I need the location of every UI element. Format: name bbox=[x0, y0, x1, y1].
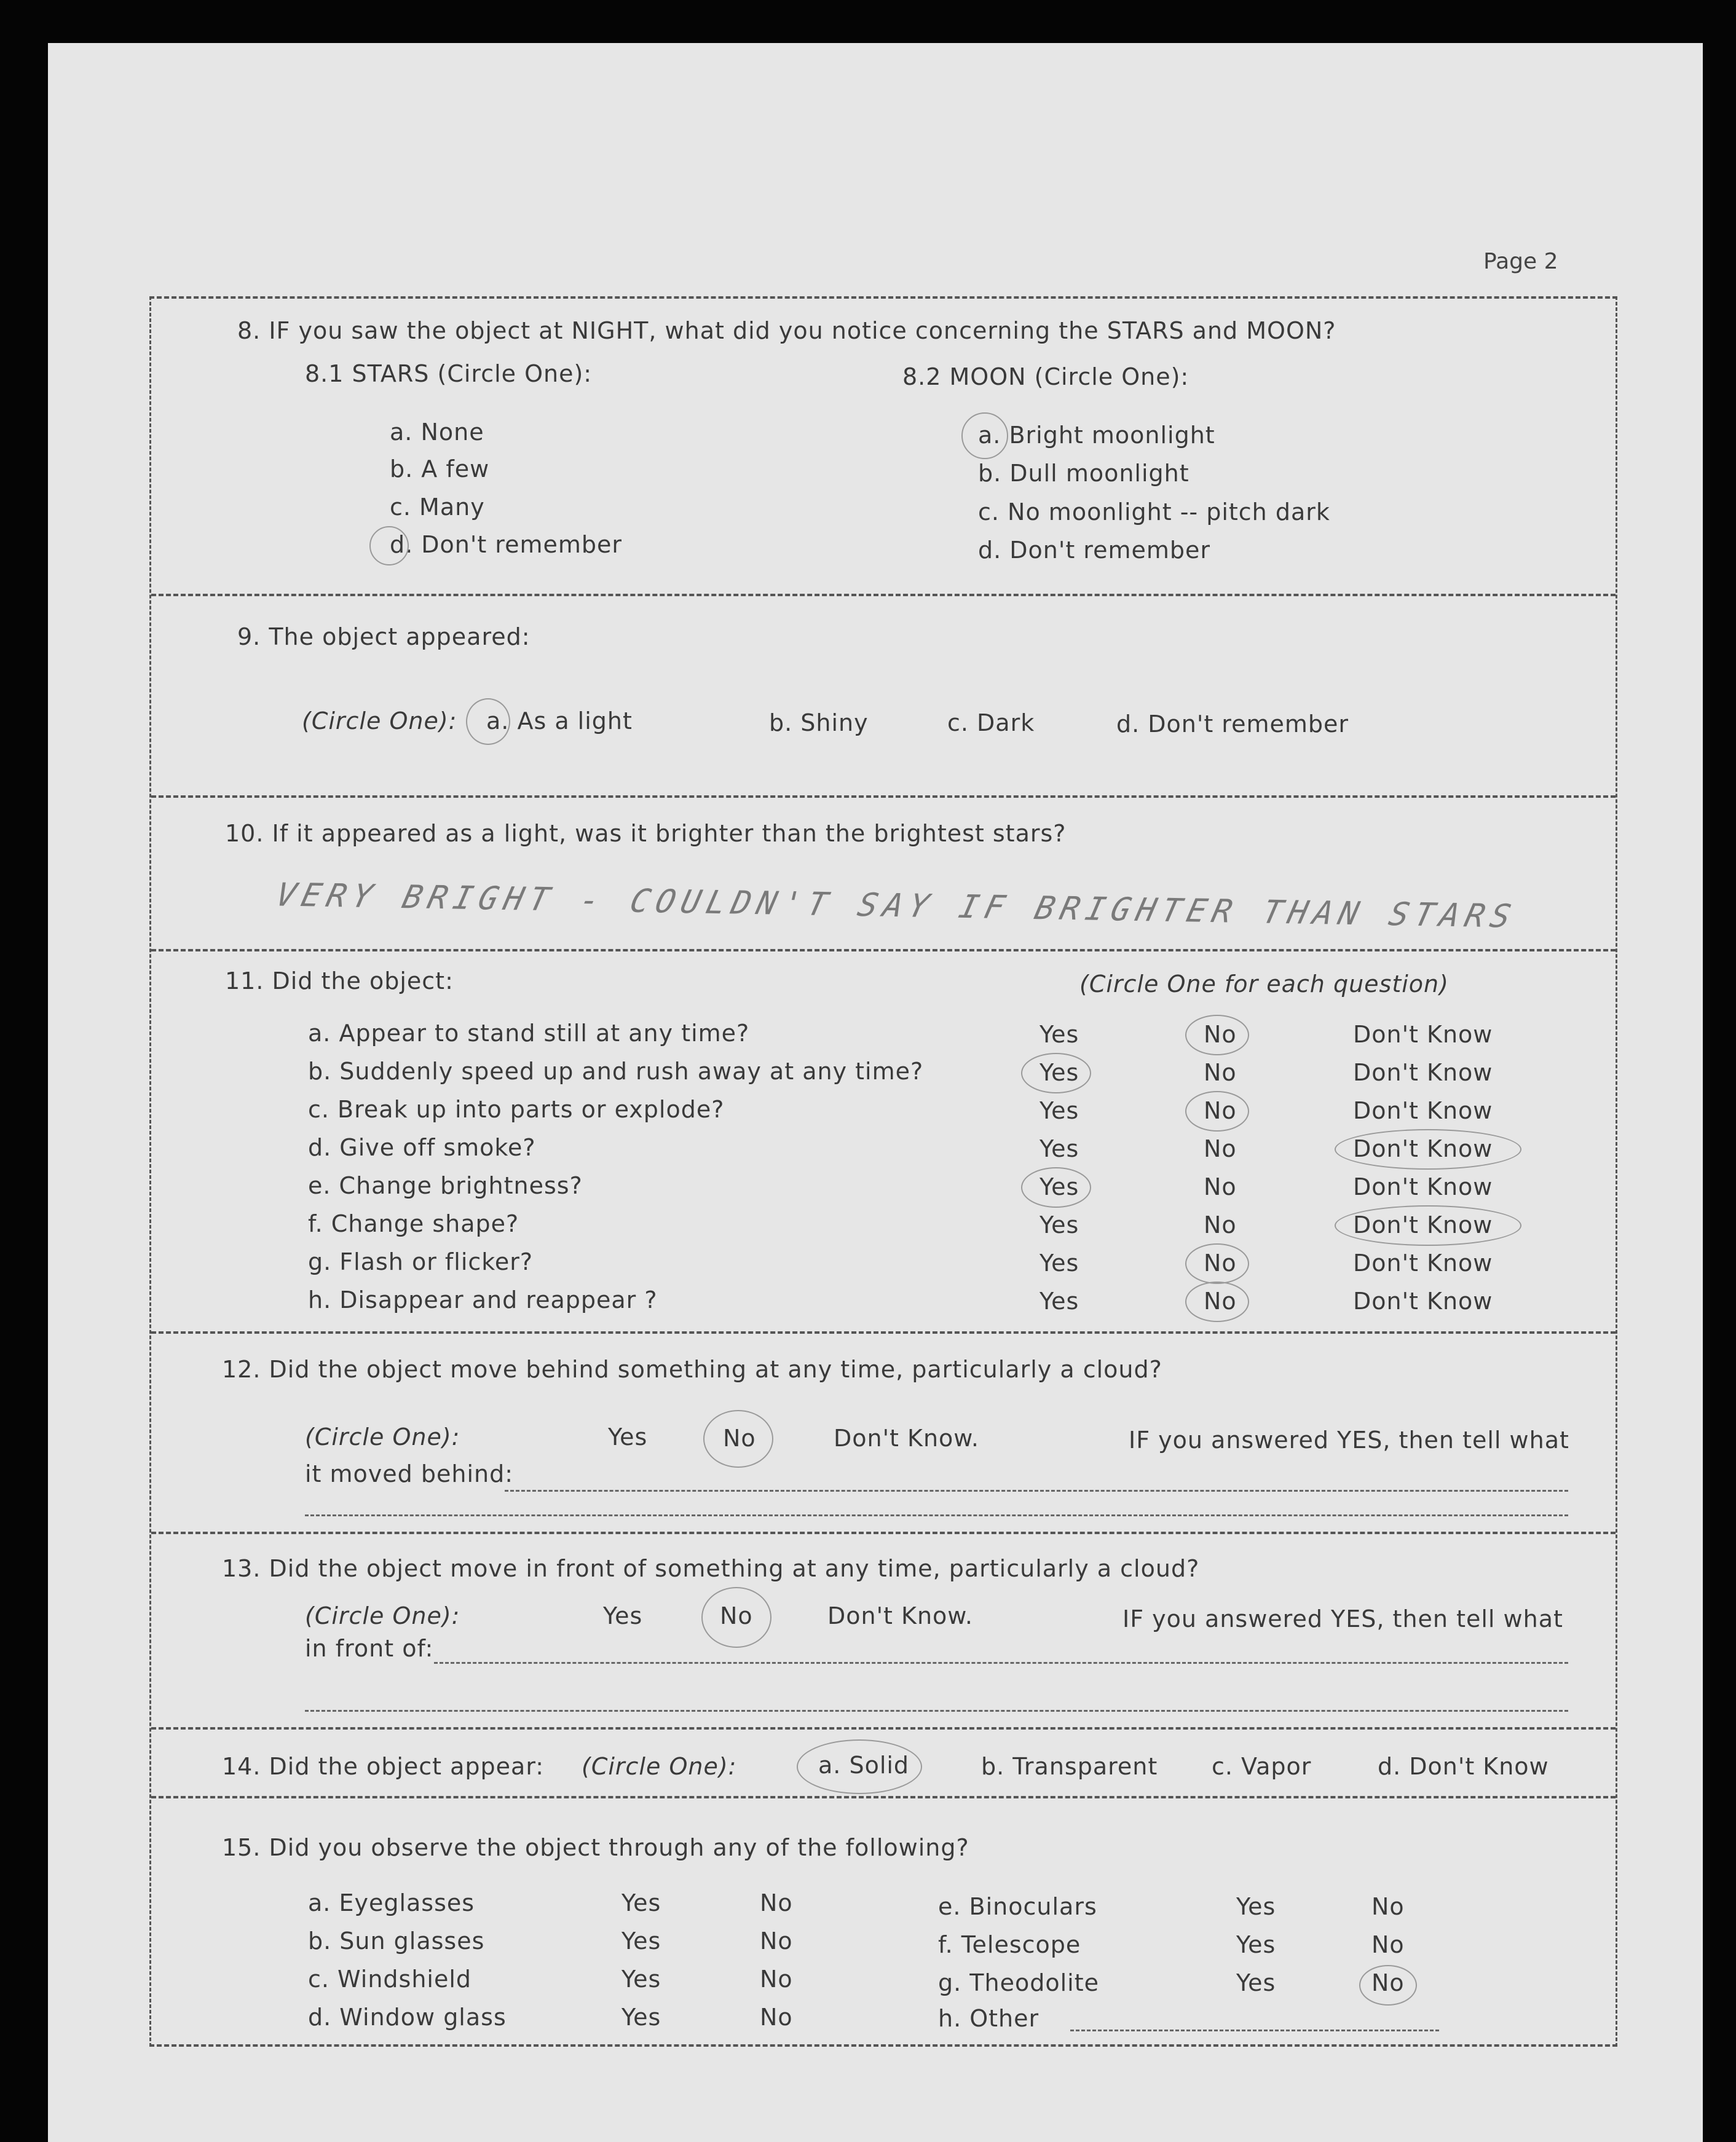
q13-answer-line-2[interactable] bbox=[305, 1710, 1568, 1712]
q15-choice-no[interactable]: No bbox=[1371, 1969, 1405, 1996]
q8-question: 8. IF you saw the object at NIGHT, what did you notice concerning the STARS and MOON? bbox=[237, 317, 1336, 344]
q11-answer-circle bbox=[1185, 1015, 1249, 1055]
q11-item-label: c. Break up into parts or explode? bbox=[308, 1096, 725, 1123]
q11-answer-circle bbox=[1021, 1167, 1091, 1208]
q11-choice-don-t-know[interactable]: Don't Know bbox=[1353, 1173, 1493, 1200]
q15-choice-yes[interactable]: Yes bbox=[1236, 1893, 1276, 1920]
q10-handwritten-answer: VERY BRIGHT - COULDN'T SAY IF BRIGHTER THAN STARS bbox=[272, 876, 1521, 935]
q8-stars-label: 8.1 STARS (Circle One): bbox=[305, 360, 593, 387]
q15-item-label: f. Telescope bbox=[938, 1931, 1081, 1958]
section-q8 bbox=[151, 299, 1616, 596]
q8-moon-option-d[interactable]: d. Don't remember bbox=[978, 537, 1210, 564]
q13-followup-label: in front of: bbox=[305, 1635, 434, 1662]
q8-moon-option-b[interactable]: b. Dull moonlight bbox=[978, 460, 1190, 487]
q11-item-label: g. Flash or flicker? bbox=[308, 1248, 534, 1275]
q11-question: 11. Did the object: bbox=[225, 967, 454, 994]
q11-choice-no[interactable]: No bbox=[1204, 1173, 1237, 1200]
q8-moon-answer-circle bbox=[961, 412, 1008, 459]
q15-choice-no[interactable]: No bbox=[1371, 1893, 1405, 1920]
section-q13 bbox=[151, 1532, 1616, 1730]
q15-question: 15. Did you observe the object through any of the following? bbox=[222, 1834, 969, 1861]
q9-question: 9. The object appeared: bbox=[237, 623, 531, 650]
q11-choice-yes[interactable]: Yes bbox=[1040, 1173, 1079, 1200]
q15-theodolite-answer-circle bbox=[1359, 1965, 1417, 2006]
q12-instruction: (Circle One): bbox=[305, 1423, 460, 1451]
q14-option-c[interactable]: c. Vapor bbox=[1212, 1753, 1312, 1780]
q15-item-label: e. Binoculars bbox=[938, 1893, 1097, 1920]
q12-choice-dont-know[interactable]: Don't Know. bbox=[834, 1425, 979, 1452]
q14-option-a[interactable]: a. Solid bbox=[818, 1752, 910, 1779]
q15-choice-no[interactable]: No bbox=[760, 2004, 793, 2031]
q11-answer-circle bbox=[1185, 1243, 1249, 1284]
q15-item-label: a. Eyeglasses bbox=[308, 1889, 475, 1916]
q11-instruction: (Circle One for each question) bbox=[1079, 971, 1449, 998]
section-q9 bbox=[151, 594, 1616, 798]
q9-option-b[interactable]: b. Shiny bbox=[769, 709, 869, 736]
q11-choice-yes[interactable]: Yes bbox=[1040, 1250, 1079, 1277]
q13-instruction: (Circle One): bbox=[305, 1602, 460, 1629]
q13-question: 13. Did the object move in front of something at any time, particularly a cloud? bbox=[222, 1555, 1200, 1582]
q13-followup: IF you answered YES, then tell what bbox=[1122, 1605, 1563, 1632]
q13-answer-line-1[interactable] bbox=[434, 1662, 1568, 1664]
q15-choice-no[interactable]: No bbox=[760, 1966, 793, 1993]
q15-choice-yes[interactable]: Yes bbox=[621, 1966, 661, 1993]
q11-item-label: b. Suddenly speed up and rush away at any time? bbox=[308, 1058, 924, 1085]
q9-option-d[interactable]: d. Don't remember bbox=[1116, 711, 1349, 738]
q13-choice-dont-know[interactable]: Don't Know. bbox=[827, 1602, 973, 1629]
q9-instruction: (Circle One): bbox=[302, 707, 457, 734]
q10-question: 10. If it appeared as a light, was it brighter than the brightest stars? bbox=[225, 820, 1067, 847]
questionnaire-form bbox=[149, 296, 1617, 2047]
q15-item-label: c. Windshield bbox=[308, 1966, 472, 1993]
q13-answer-circle bbox=[701, 1587, 771, 1648]
q11-choice-don-t-know[interactable]: Don't Know bbox=[1353, 1288, 1493, 1315]
q11-choice-don-t-know[interactable]: Don't Know bbox=[1353, 1250, 1493, 1277]
q9-answer-circle bbox=[466, 698, 510, 745]
q11-item-label: d. Give off smoke? bbox=[308, 1134, 536, 1161]
section-q11 bbox=[151, 949, 1616, 1334]
q11-choice-yes[interactable]: Yes bbox=[1040, 1288, 1079, 1315]
q11-answer-circle bbox=[1185, 1282, 1249, 1322]
q15-choice-no[interactable]: No bbox=[760, 1927, 793, 1955]
q11-choice-yes[interactable]: Yes bbox=[1040, 1211, 1079, 1238]
section-q15 bbox=[151, 1796, 1616, 2044]
q11-item-label: e. Change brightness? bbox=[308, 1172, 583, 1199]
page-number: Page 2 bbox=[1483, 249, 1558, 274]
q12-answer-line-2[interactable] bbox=[305, 1514, 1568, 1516]
q8-stars-option-c[interactable]: c. Many bbox=[390, 494, 485, 521]
section-q12 bbox=[151, 1331, 1616, 1534]
q9-option-a[interactable]: a. As a light bbox=[486, 707, 633, 734]
q15-item-label: d. Window glass bbox=[308, 2004, 507, 2031]
q8-stars-option-a[interactable]: a. None bbox=[390, 419, 484, 446]
q11-choice-yes[interactable]: Yes bbox=[1040, 1021, 1079, 1048]
q14-option-b[interactable]: b. Transparent bbox=[981, 1753, 1158, 1780]
q8-moon-label: 8.2 MOON (Circle One): bbox=[902, 363, 1190, 390]
q15-choice-no[interactable]: No bbox=[760, 1889, 793, 1916]
q11-item-label: a. Appear to stand still at any time? bbox=[308, 1020, 750, 1047]
scanned-page bbox=[48, 43, 1703, 2142]
q14-question: 14. Did the object appear: bbox=[222, 1753, 545, 1780]
q15-choice-no[interactable]: No bbox=[1371, 1931, 1405, 1958]
q11-choice-no[interactable]: No bbox=[1204, 1288, 1237, 1315]
q11-choice-no[interactable]: No bbox=[1204, 1211, 1237, 1238]
q8-moon-option-a[interactable]: a. Bright moonlight bbox=[978, 422, 1215, 449]
q12-choice-no[interactable]: No bbox=[723, 1425, 756, 1452]
q15-choice-yes[interactable]: Yes bbox=[621, 2004, 661, 2031]
q11-answer-circle bbox=[1335, 1129, 1521, 1170]
q15-item-label: g. Theodolite bbox=[938, 1969, 1099, 1996]
q15-choice-yes[interactable]: Yes bbox=[621, 1889, 661, 1916]
q11-item-label: h. Disappear and reappear ? bbox=[308, 1286, 658, 1313]
q8-stars-option-b[interactable]: b. A few bbox=[390, 455, 490, 482]
q15-other-line[interactable] bbox=[1070, 2030, 1439, 2031]
q11-choice-yes[interactable]: Yes bbox=[1040, 1097, 1079, 1124]
q11-choice-don-t-know[interactable]: Don't Know bbox=[1353, 1211, 1493, 1238]
q12-followup-label: it moved behind: bbox=[305, 1460, 514, 1487]
q14-option-d[interactable]: d. Don't Know bbox=[1378, 1753, 1549, 1780]
q11-choice-don-t-know[interactable]: Don't Know bbox=[1353, 1135, 1493, 1162]
q14-instruction: (Circle One): bbox=[582, 1753, 737, 1780]
q11-choice-no[interactable]: No bbox=[1204, 1097, 1237, 1124]
q15-other-label: h. Other bbox=[938, 2005, 1040, 2032]
q12-choice-yes[interactable]: Yes bbox=[608, 1423, 648, 1451]
q12-answer-line-1[interactable] bbox=[505, 1490, 1568, 1492]
q12-followup: IF you answered YES, then tell what bbox=[1129, 1427, 1569, 1454]
section-q14 bbox=[151, 1727, 1616, 1798]
q11-item-label: f. Change shape? bbox=[308, 1210, 519, 1237]
q11-choice-no[interactable]: No bbox=[1204, 1059, 1237, 1086]
q8-stars-answer-circle bbox=[369, 526, 409, 565]
q8-moon-option-c[interactable]: c. No moonlight -- pitch dark bbox=[978, 498, 1330, 526]
q11-answer-circle bbox=[1335, 1205, 1521, 1246]
q11-answer-circle bbox=[1021, 1053, 1091, 1093]
q11-choice-yes[interactable]: Yes bbox=[1040, 1059, 1079, 1086]
q9-option-c[interactable]: c. Dark bbox=[947, 709, 1035, 736]
q11-choice-no[interactable]: No bbox=[1204, 1021, 1237, 1048]
q15-item-label: b. Sun glasses bbox=[308, 1927, 485, 1955]
q8-stars-option-d[interactable]: d. Don't remember bbox=[390, 531, 622, 558]
q14-answer-circle bbox=[797, 1739, 922, 1794]
q11-choice-yes[interactable]: Yes bbox=[1040, 1135, 1079, 1162]
q13-choice-no[interactable]: No bbox=[720, 1602, 753, 1629]
section-q10 bbox=[151, 795, 1616, 951]
q11-answer-circle bbox=[1185, 1091, 1249, 1132]
q12-question: 12. Did the object move behind something at any time, particularly a cloud? bbox=[222, 1356, 1162, 1383]
q11-choice-don-t-know[interactable]: Don't Know bbox=[1353, 1097, 1493, 1124]
q11-choice-don-t-know[interactable]: Don't Know bbox=[1353, 1059, 1493, 1086]
q15-choice-yes[interactable]: Yes bbox=[621, 1927, 661, 1955]
q11-choice-don-t-know[interactable]: Don't Know bbox=[1353, 1021, 1493, 1048]
q11-choice-no[interactable]: No bbox=[1204, 1250, 1237, 1277]
q13-choice-yes[interactable]: Yes bbox=[603, 1602, 643, 1629]
q12-answer-circle bbox=[703, 1410, 773, 1468]
q15-choice-yes[interactable]: Yes bbox=[1236, 1969, 1276, 1996]
q11-choice-no[interactable]: No bbox=[1204, 1135, 1237, 1162]
q15-choice-yes[interactable]: Yes bbox=[1236, 1931, 1276, 1958]
